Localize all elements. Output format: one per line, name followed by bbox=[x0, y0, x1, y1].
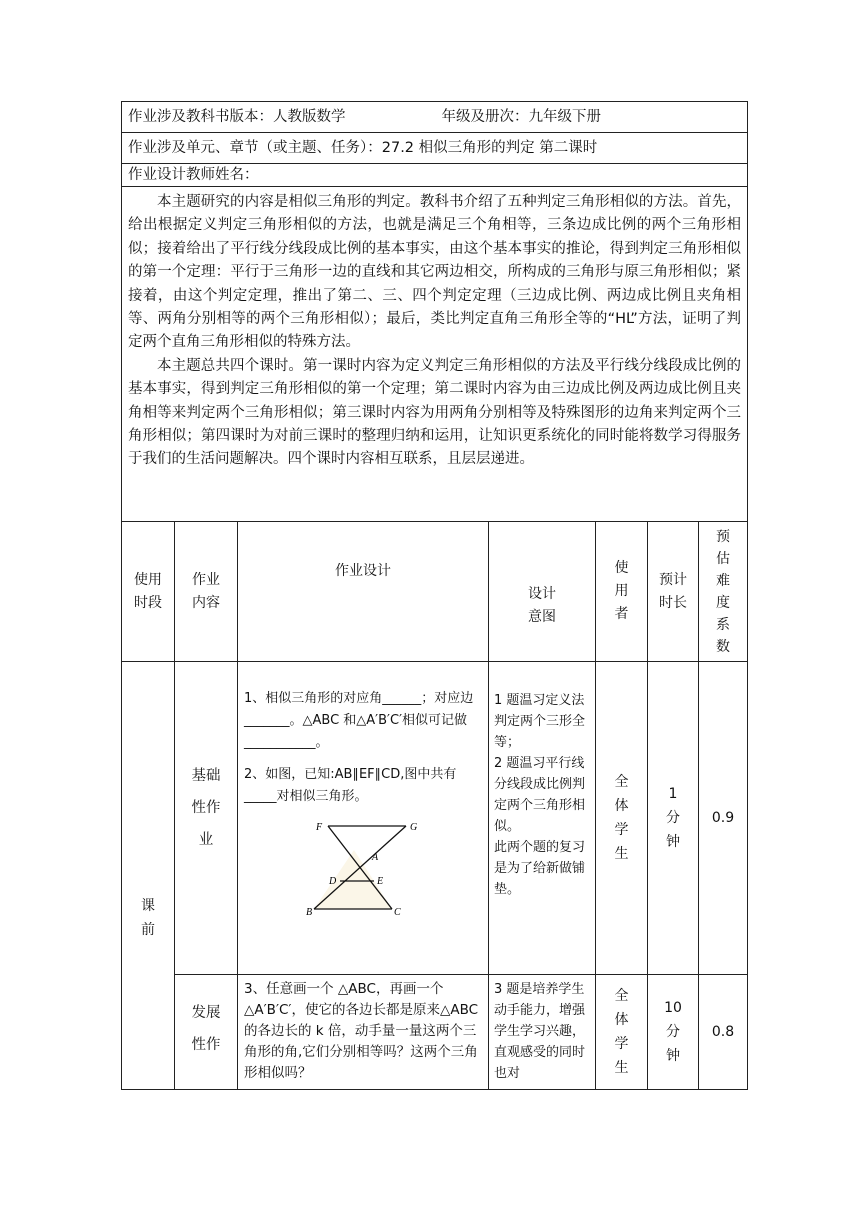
col-period: 使用 时段 bbox=[122, 522, 175, 662]
label-e: E bbox=[377, 876, 384, 887]
basic-task-row bbox=[122, 662, 748, 975]
user-develop: 全 体 学 生 bbox=[596, 975, 648, 1090]
intent-line-1: 1 题温习定义法判定两个三形全等； bbox=[494, 693, 586, 750]
col-intent: 设计 意图 bbox=[489, 522, 596, 662]
intro-row bbox=[122, 187, 748, 522]
label-b: B bbox=[306, 907, 313, 918]
intent-line-3: 此两个题的复习是为了给新做铺垫。 bbox=[494, 840, 586, 897]
label-f: F bbox=[316, 822, 323, 833]
question-2: 2、如图，已知:AB∥EF∥CD,图中共有_____对相似三角形。 bbox=[244, 767, 457, 804]
intent-basic bbox=[489, 662, 596, 975]
question-3: 3、任意画一个 △ABC，再画一个△A′B′C′，使它的各边长都是原来△ABC 的各边长的 k 倍，动手量一量这两个三角形的角,它们分别相等吗？这两个三角形相似吗？ bbox=[244, 981, 479, 1081]
label-c: C bbox=[394, 907, 401, 918]
textbook-label: 作业涉及教科书版本：人教版数学 bbox=[128, 109, 346, 125]
intro-paragraph-1: 本主题研究的内容是相似三角形的判定。教科书介绍了五种判定三角形相似的方法。首先，给出根据定义判定三角形相似的方法，也就是满足三个角相等，三条边成比例的两个三角形相似；接着给出了平行线分线段成比例的基本事实，由这个基本事实的推论，得到判定三角形相似的第一个定理：平行于三角形一边的直线和其它两边相交，所构成的三角形与原三角形相似；紧接着，由这个判定定理，推出了第二、三、四个判定定理（三边成比例、两边成比例且夹角相等、两角分别相等的两个三角形相似）；最后，类比判定直角三角形全等的“HL”方法，证明了判定两个直角三角形相似的特殊方法。 bbox=[128, 194, 742, 351]
develop-task-row bbox=[122, 975, 748, 1090]
grade-label: 年级及册次：九年级下册 bbox=[441, 109, 601, 125]
unit-row bbox=[122, 133, 748, 164]
label-d: D bbox=[329, 876, 337, 887]
content-basic: 基础 性作 业 bbox=[175, 662, 238, 975]
label-g: G bbox=[410, 822, 418, 833]
difficulty-basic: 0.9 bbox=[699, 662, 748, 975]
design-basic bbox=[238, 662, 489, 975]
intent-3: 3 题是培养学生动手能力，增强学生学习兴趣，直观感受的同时也对 bbox=[494, 982, 586, 1081]
column-header-row bbox=[122, 522, 748, 662]
textbook-row bbox=[122, 102, 748, 133]
difficulty-develop: 0.8 bbox=[699, 975, 748, 1090]
col-time: 预计 时长 bbox=[648, 522, 699, 662]
unit-label: 作业涉及单元、章节（或主题、任务）：27.2 相似三角形的判定 第二课时 bbox=[128, 140, 598, 156]
time-develop: 10 分 钟 bbox=[648, 975, 699, 1090]
user-basic: 全 体 学 生 bbox=[596, 662, 648, 975]
teacher-row bbox=[122, 164, 748, 187]
intro-paragraph-2: 本主题总共四个课时。第一课时内容为定义判定三角形相似的方法及平行线分线段成比例的基本事实，得到判定三角形相似的第一个定理；第二课时内容为由三边成比例及两边成比例且夹角相等来判定两个三角形相似；第三课时内容为用两角分别相等及特殊图形的边角来判定两个三角形相似；第四课时为对前三课时的整理归纳和运用，让知识更系统化的同时能将数学习得服务于我们的生活问题解决。四个课时内容相互联系，且层层递进。 bbox=[128, 357, 742, 468]
col-content: 作业 内容 bbox=[175, 522, 238, 662]
content-develop: 发展 性作 bbox=[175, 975, 238, 1090]
homework-design-table bbox=[121, 101, 748, 1090]
design-develop bbox=[238, 975, 489, 1090]
parallel-lines-figure bbox=[306, 818, 436, 918]
intent-develop bbox=[489, 975, 596, 1090]
label-a: A bbox=[372, 852, 379, 863]
col-design: 作业设计 bbox=[238, 522, 489, 662]
teacher-label: 作业设计教师姓名： bbox=[128, 167, 259, 183]
time-basic: 1 分 钟 bbox=[648, 662, 699, 975]
col-user: 使 用 者 bbox=[596, 522, 648, 662]
period-cell: 课 前 bbox=[122, 662, 175, 1090]
intent-line-2: 2 题温习平行线分线段成比例判定两个三角形相似。 bbox=[494, 756, 586, 834]
question-1: 1、相似三角形的对应角______；对应边_______。△ABC 和△A′B′C′相似可记做___________。 bbox=[244, 691, 474, 750]
col-difficulty: 预 估 难 度 系 数 bbox=[699, 522, 748, 662]
